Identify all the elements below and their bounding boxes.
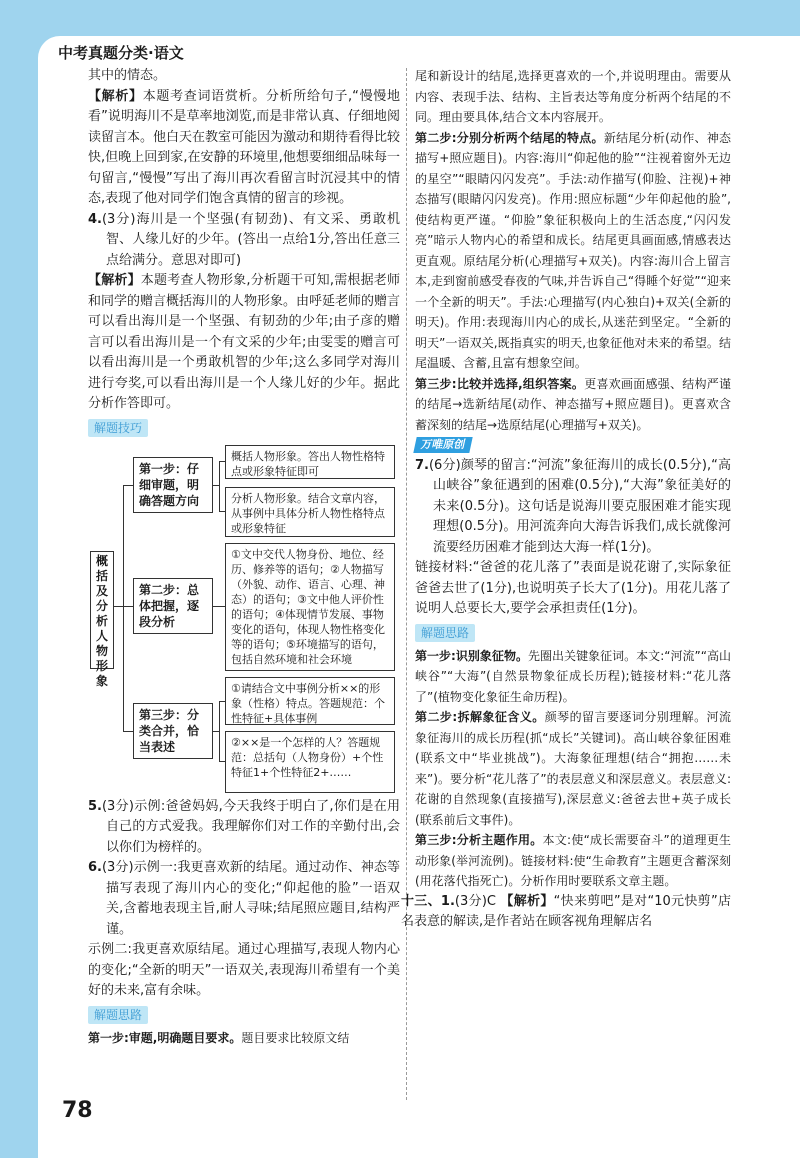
left-column (88, 66, 400, 1048)
page-number: 78 (62, 1098, 93, 1123)
question-answer: (3分)海川是一个坚强(有韧劲)、有文采、勇敢机智、人缘儿好的少年。(答出一点给1分,答出任意三点给满分。意思对即可) (101, 211, 400, 268)
question-4 (88, 210, 400, 272)
diagram-root: 概括及分析人物形象 (90, 551, 114, 669)
step-continuation: 尾和新设计的结尾,选择更喜欢的一个,并说明理由。需要从内容、表现手法、结构、主旨表达等角度分析两个结尾的不同。理由要具体,结合文本内容展开。 (415, 69, 731, 124)
thinking-tag: 解题思路 (415, 624, 475, 642)
running-header: 中考真题分类·语文 (58, 44, 184, 62)
question-number: 十三、1. (401, 893, 455, 909)
connector (123, 485, 124, 731)
analysis-label: 【解析】 (500, 893, 554, 909)
step-3-box: 第三步：分类合并，恰当表述 (133, 703, 213, 759)
step-paragraph (415, 374, 731, 436)
question-number: 4. (88, 211, 102, 227)
brand-badge: 万唯原创 (413, 437, 472, 453)
step-2-points: ①文中交代人物身份、地位、经历、修养等的语句；②人物描写（外貌、动作、语言、心理、神态）的语句；③文中他人评价性的语句；④体现情节发展、事物变化的语句，体现人物性格变化等的语句；⑤环境描写的语句，包括自然环境和社会环境 (225, 543, 395, 671)
step-text: 本文:使“成长需要奋斗”的道理更生动形象(举河流例)。链接材料:使“生命教育”主题更含蓄深刻(用花落代指死亡)。分析作用时要联系文章主题。 (415, 833, 731, 888)
analysis-text: 本题考查人物形象,分析题干可知,需根据老师和同学的赠言概括海川的人物形象。由呼延老师的赠言可以看出海川是一个坚强、有韧劲的少年;由子彦的赠言可以看出海川是一个有文采的少年;由雯雯的赠言可以看出海川是一个勇敢机智的少年;这么多同学对海川进行夸奖,可以看出海川是一个人缘儿好的少年。据此分析作答即可。 (88, 273, 401, 411)
step-1-point-a: 概括人物形象。答出人物性格特点或形象特征即可 (225, 445, 395, 479)
step-3-point-b: ②××是一个怎样的人？答题规范：总括句（人物身份）+个性特征1+个性特征2+…… (225, 731, 395, 793)
connector (123, 485, 133, 486)
step-label: 第二步:分别分析两个结尾的特点。 (415, 130, 604, 145)
analysis-label: 【解析】 (88, 273, 141, 288)
analysis-paragraph (88, 87, 400, 210)
step-label: 第一步:识别象征物。 (415, 648, 528, 663)
connector (113, 606, 123, 607)
connector (123, 606, 133, 607)
question-answer: (3分)示例:爸爸妈妈,今天我终于明白了,你们是在用自己的方式爱我。我理解你们对工作的辛勤付出,会以你们为榜样的。 (101, 798, 400, 855)
step-label: 第二步:拆解象征含义。 (415, 710, 545, 724)
step-text: 更喜欢画面感强、结构严谨的结尾→选新结尾(动作、神态描写+照应题目)。更喜欢含蓄深刻的结尾→选原结尾(心理描写+双关)。 (415, 376, 731, 432)
analysis-text: “快来剪吧”是对“10元快剪”店名表意的解读,是作者站在顾客视角理解店名 (401, 893, 731, 929)
step-label: 第一步:审题,明确题目要求。 (88, 1030, 242, 1045)
step-label: 第三步:比较并选择,组织答案。 (415, 376, 585, 391)
question-answer: (6分)颜琴的留言:“河流”象征海川的成长(0.5分),“高山峡谷”象征遇到的困难(0.5分),“大海”象征美好的未来(0.5分)。这句话是说海川要克服困难才能实现理想(0.5分)。用河流奔向大海告诉我们,成长就像河流要经历困难才能到达大海一样(1分)。 (428, 457, 731, 555)
question-6 (88, 858, 400, 940)
question-6-example-2: 示例二:我更喜欢原结尾。通过心理描写,表现人物内心的变化;“全新的明天”一语双关,表现海川希望有一个美好的未来,富有余味。 (88, 942, 400, 998)
step-paragraph (88, 1028, 400, 1049)
method-diagram (88, 443, 400, 779)
question-number: 6. (88, 860, 102, 875)
step-paragraph (415, 707, 731, 830)
skill-tag: 解题技巧 (88, 419, 148, 437)
analysis-text: 本题考查词语赏析。分析所给句子,“慢慢地看”说明海川不是草率地浏览,而是非常认真、仔细地阅读留言本。他白天在教室可能因为激动和期待看得比较快,但晚上回到家,在安静的环境里,他想要细细品味每一句留言,“慢慢”写出了海川再次看留言时沉浸其中的情态,表现了他对同学们饱含真情的留言的珍视。 (88, 88, 401, 206)
question-7 (415, 456, 731, 559)
step-paragraph (415, 128, 731, 374)
step-text: 新结尾分析(动作、神态描写+照应题目)。内容:海川“仰起他的脸”“注视着窗外无边的星空”“眼睛闪闪发亮”。手法:动作描写(仰脸、注视)+神态描写(眼睛闪闪发亮)。作用:照应标题“少年仰起他的脸”,使结构更严谨。“仰脸”象征积极向上的生活态度,“闪闪发亮”暗示人物内心的希望和成长。结尾更具画面感,情感表达更直观。原结尾分析(心理描写+双关)。内容:海川合上留言本,走到窗前感受春夜的气味,并告诉自己“得睡个好觉”“迎来一个全新的明天”。手法:心理描写(内心独白)+双关(全新的明天)。作用:表现海川内心的成长,从迷茫到坚定。“全新的明天”一语双关,既指真实的明天,也象征他对未来的希望。结尾温暖、含蓄,且富有想象空间。 (415, 130, 731, 370)
step-1-point-b: 分析人物形象。结合文章内容，从事例中具体分析人物性格特点或形象特征 (225, 487, 395, 537)
thinking-tag: 解题思路 (88, 1006, 148, 1024)
step-text: 题目要求比较原文结 (241, 1030, 350, 1045)
text-line: 其中的情态。 (88, 68, 167, 83)
connector (123, 731, 133, 732)
question-answer: (3分)C (454, 893, 496, 909)
connector (219, 461, 220, 511)
question-5 (88, 797, 400, 859)
step-label: 第三步:分析主题作用。 (415, 833, 543, 847)
question-number: 7. (415, 457, 429, 473)
analysis-label: 【解析】 (88, 88, 143, 104)
connector (213, 606, 225, 607)
step-text: 先圈出关键象征词。本文:“河流”“高山峡谷”“大海”(自然景物象征成长历程);链接材料:“花儿落了”(植物变化象征生命历程)。 (415, 648, 731, 704)
question-7-link-material: 链接材料:“爸爸的花儿落了”表面是说花谢了,实际象征爸爸去世了(1分),也说明英子长大了(1分)。用花儿落了说明人总要长大,要学会承担责任(1分)。 (415, 560, 731, 616)
step-3-point-a: ①请结合文中事例分析××的形象（性格）特点。答题规范：个性特征+具体事例 (225, 677, 395, 725)
step-paragraph (415, 830, 731, 892)
step-text: 颜琴的留言要逐词分别理解。河流象征海川的成长历程(抓“成长”关键词)。高山峡谷象征困难(联系文中“毕业挑战”)。大海象征理想(结合“拥抱……未来”)。要分析“花儿落了”的表层意义和深层意义。表层意义:花谢的自然现象(直接描写),深层意义:爸爸去世+英子成长(联系前后文事件)。 (415, 710, 731, 827)
connector (219, 701, 220, 761)
question-13-1 (401, 892, 731, 933)
step-paragraph (415, 646, 731, 708)
analysis-paragraph (88, 271, 400, 415)
step-2-box: 第二步：总体把握，逐段分析 (133, 578, 213, 634)
question-number: 5. (88, 798, 102, 814)
right-column (401, 66, 731, 933)
step-1-box: 第一步：仔细审题，明确答题方向 (133, 457, 213, 513)
column-divider (406, 68, 407, 1100)
question-answer: (3分)示例一:我更喜欢新的结尾。通过动作、神态等描写表现了海川内心的变化;“仰起他的脸”一语双关,含蓄地表现主旨,耐人寻味;结尾照应题目,结构严谨。 (101, 860, 400, 937)
